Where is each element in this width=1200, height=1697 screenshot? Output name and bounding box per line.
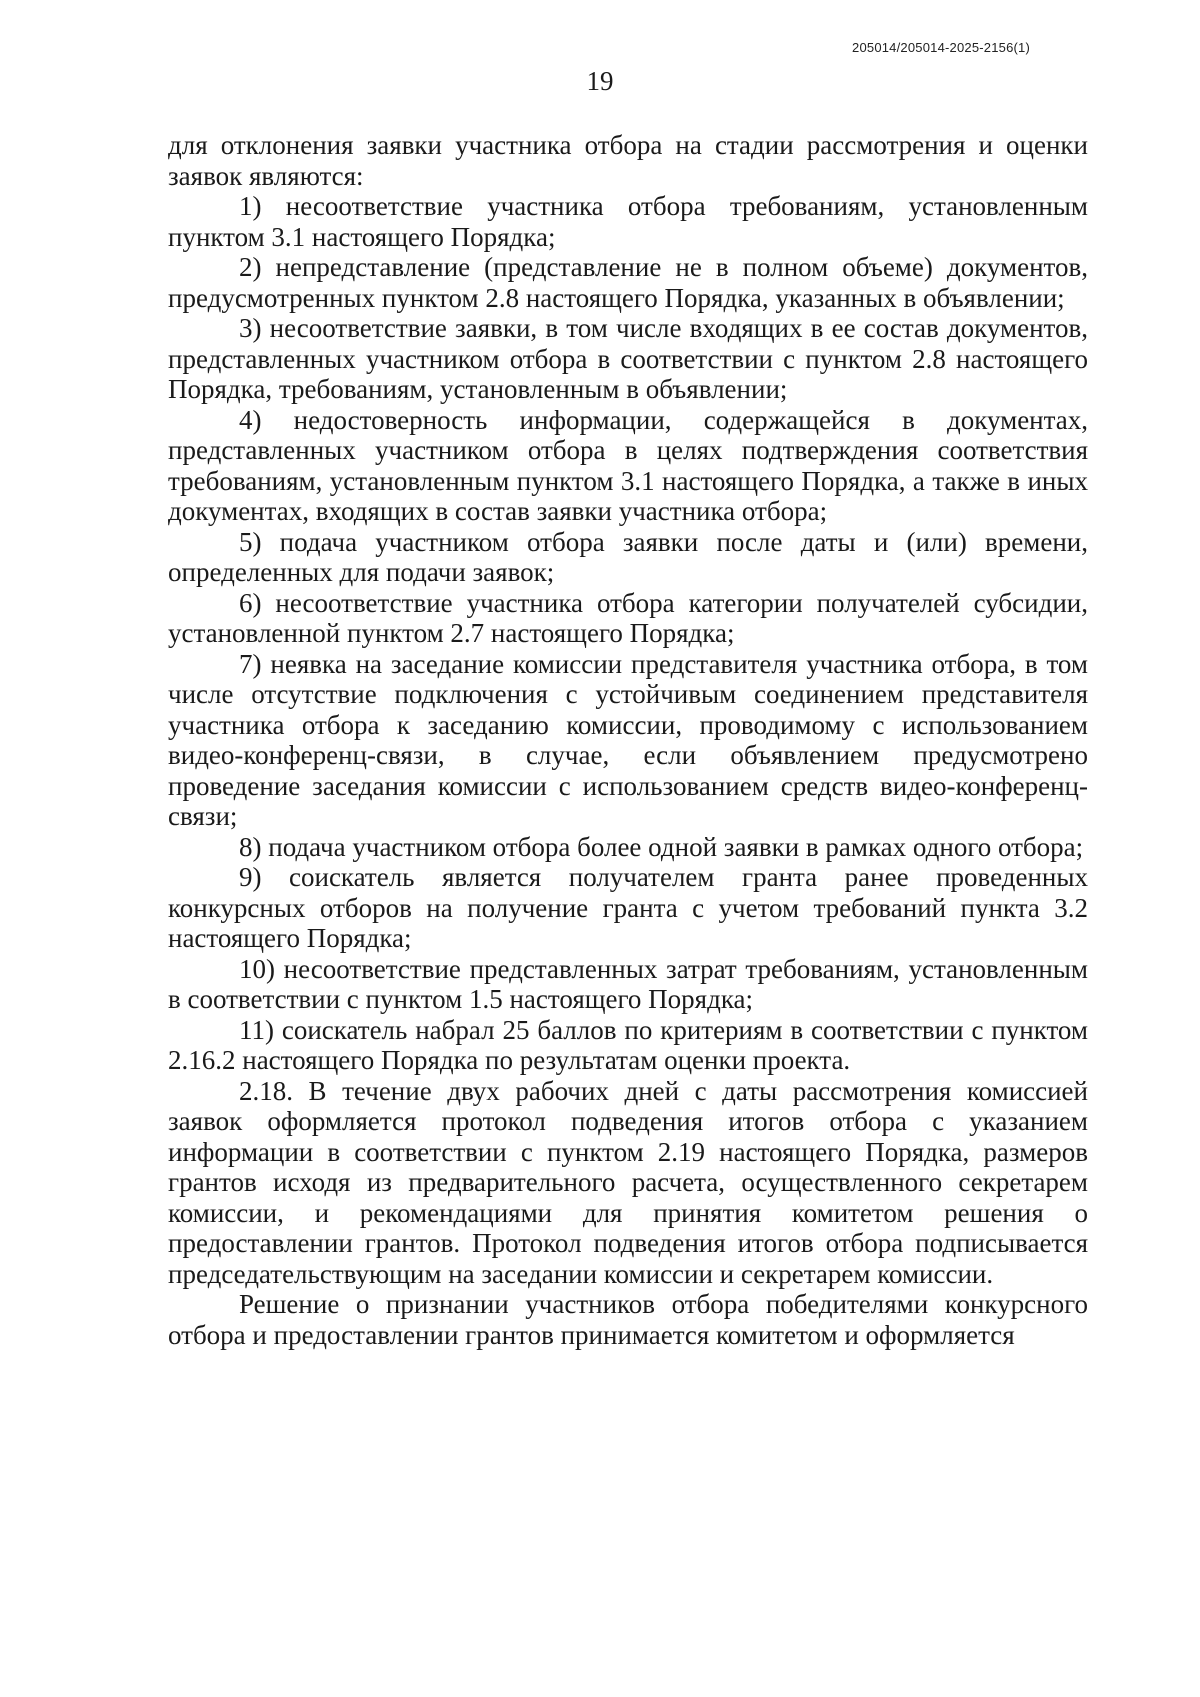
list-item-5: 5) подача участником отбора заявки после даты и (или) времени, определенных для подачи заявок; [168, 526, 1088, 587]
list-item-3: 3) несоответствие заявки, в том числе входящих в ее состав документов, представленных участником отбора в соответствии с пунктом 2.8 настоящего Порядка, требованиям, установленным в объявлении; [168, 313, 1088, 404]
section-2-18: 2.18. В течение двух рабочих дней с даты рассмотрения комиссией заявок оформляется протокол подведения итогов отбора с указанием информации в соответствии с пунктом 2.19 настоящего Порядка, размеров грантов исходя из предварительного расчета, осуществленного секретарем комиссии, и рекомендациями для принятия комитетом решения о предоставлении грантов. Протокол подведения итогов отбора подписывается председательствующим на заседании комиссии и секретарем комиссии. [168, 1075, 1088, 1289]
page-number: 19 [586, 66, 614, 96]
list-item-9: 9) соискатель является получателем гранта ранее проведенных конкурсных отборов на получение гранта с учетом требований пункта 3.2 настоящего Порядка; [168, 862, 1088, 953]
list-item-7: 7) неявка на заседание комиссии представителя участника отбора, в том числе отсутствие подключения с устойчивым соединением представителя участника отбора к заседанию комиссии, проводимому с использованием видео-конференц-связи, в случае, если объявлением предусмотрено проведение заседания комиссии с использованием средств видео-конференц-связи; [168, 648, 1088, 831]
document-id: 205014/205014-2025-2156(1) [852, 40, 1030, 55]
list-item-6: 6) несоответствие участника отбора категории получателей субсидии, установленной пунктом 2.7 настоящего Порядка; [168, 587, 1088, 648]
list-item-2: 2) непредставление (представление не в полном объеме) документов, предусмотренных пунктом 2.8 настоящего Порядка, указанных в объявлении; [168, 252, 1088, 313]
list-item-8: 8) подача участником отбора более одной заявки в рамках одного отбора; [239, 831, 1084, 862]
list-item-10: 10) несоответствие представленных затрат требованиям, установленным в соответствии с пунктом 1.5 настоящего Порядка; [168, 953, 1088, 1014]
list-item-4: 4) недостоверность информации, содержащейся в документах, представленных участником отбора в целях подтверждения соответствия требованиям, установленным пунктом 3.1 настоящего Порядка, а также в иных документах, входящих в состав заявки участника отбора; [168, 404, 1088, 526]
document-body [168, 130, 1088, 1350]
paragraph-decision: Решение о признании участников отбора победителями конкурсного отбора и предоставлении грантов принимается комитетом и оформляется [168, 1289, 1088, 1350]
paragraph-intro: для отклонения заявки участника отбора на стадии рассмотрения и оценки заявок являются: [168, 130, 1088, 191]
list-item-11: 11) соискатель набрал 25 баллов по критериям в соответствии с пунктом 2.16.2 настоящего Порядка по результатам оценки проекта. [168, 1014, 1088, 1075]
list-item-1: 1) несоответствие участника отбора требованиям, установленным пунктом 3.1 настоящего Порядка; [168, 191, 1088, 252]
